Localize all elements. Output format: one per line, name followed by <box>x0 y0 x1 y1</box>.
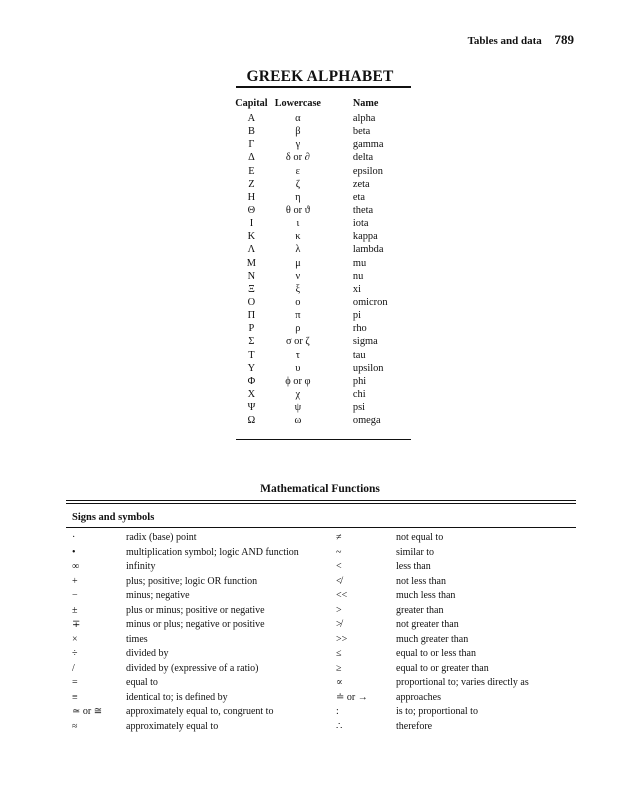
greek-letter-row <box>232 362 412 375</box>
lowercase-letter: σ or ζ <box>285 336 310 348</box>
lowercase-letter: δ or ∂ <box>285 152 310 164</box>
lowercase-letter: θ or ϑ <box>285 204 310 216</box>
lowercase-letter: ο <box>295 296 301 308</box>
symbol-left-meaning: approximately equal to <box>126 720 219 732</box>
symbol-row <box>66 560 576 575</box>
capital-letter: Ι <box>249 218 254 230</box>
symbol-row <box>66 618 576 633</box>
capital-letter: Χ <box>247 388 256 400</box>
lowercase-letter: τ <box>295 349 300 361</box>
lowercase-letter: ε <box>295 165 301 177</box>
letter-name: chi <box>352 388 366 400</box>
lowercase-letter: χ <box>295 388 301 400</box>
symbol-right-meaning: equal to or less than <box>396 648 476 659</box>
symbol-left: · <box>72 532 76 543</box>
capital-letter: Θ <box>247 204 256 216</box>
greek-table-bottom-rule <box>236 439 411 440</box>
letter-name: alpha <box>352 113 376 124</box>
symbol-left-meaning: infinity <box>126 561 156 572</box>
symbol-left-meaning: multiplication symbol; logic AND function <box>126 546 299 558</box>
symbol-left-meaning: times <box>126 633 148 645</box>
lowercase-letter: μ <box>295 257 301 269</box>
lowercase-letter: υ <box>295 362 301 374</box>
symbol-left: ∞ <box>72 561 80 572</box>
symbol-left: ≈ <box>72 720 78 732</box>
symbol-right: < <box>336 561 342 572</box>
running-head-section: Tables and data <box>467 35 542 47</box>
symbol-row <box>66 604 576 619</box>
running-head <box>468 32 574 48</box>
greek-letter-row <box>232 217 412 230</box>
symbol-left-meaning: minus or plus; negative or positive <box>126 619 265 630</box>
capital-letter: Δ <box>248 152 255 164</box>
lowercase-letter: ζ <box>295 178 301 190</box>
capital-letter: Α <box>247 113 256 124</box>
greek-letter-row <box>232 414 412 427</box>
symbol-left-meaning: divided by (expressive of a ratio) <box>126 662 259 674</box>
symbol-row <box>66 531 576 546</box>
symbol-left: = <box>72 677 78 688</box>
greek-letter-row <box>232 138 412 151</box>
greek-table-body <box>232 112 412 427</box>
letter-name: nu <box>352 270 364 282</box>
letter-name: sigma <box>352 336 378 348</box>
symbol-row <box>66 676 576 691</box>
symbol-right: ≮ <box>336 575 342 587</box>
lowercase-letter: ϕ or φ <box>285 375 311 387</box>
letter-name: mu <box>352 257 367 269</box>
symbol-row <box>66 691 576 706</box>
letter-name: upsilon <box>352 362 384 374</box>
symbol-right: ≤ <box>336 648 342 659</box>
symbol-left-meaning: minus; negative <box>126 590 190 601</box>
symbol-row <box>66 705 576 720</box>
symbol-left: / <box>72 662 75 674</box>
greek-alphabet-table <box>232 98 412 427</box>
greek-letter-row <box>232 270 412 283</box>
greek-title-rule <box>236 86 411 88</box>
math-title-rule-lower <box>66 503 576 504</box>
capital-letter: Ρ <box>248 323 255 335</box>
symbol-left: × <box>72 633 78 645</box>
symbol-right: >> <box>336 633 348 645</box>
lowercase-letter: α <box>295 113 301 124</box>
symbol-right: ~ <box>336 546 342 558</box>
math-title-rule-upper <box>66 500 576 501</box>
symbol-left-meaning: identical to; is defined by <box>126 691 228 703</box>
symbol-right: ∴ <box>336 720 343 732</box>
symbol-left-meaning: plus; positive; logic OR function <box>126 575 258 587</box>
capital-letter: Π <box>247 310 256 322</box>
letter-name: tau <box>352 349 366 361</box>
greek-letter-row <box>232 335 412 348</box>
symbol-right: ∝ <box>336 677 343 688</box>
letter-name: lambda <box>352 244 384 256</box>
capital-letter: Υ <box>247 362 256 374</box>
letter-name: rho <box>352 323 367 335</box>
symbol-right: ≯ <box>336 619 342 630</box>
greek-letter-row <box>232 165 412 178</box>
capital-letter: Σ <box>248 336 255 348</box>
greek-letter-row <box>232 283 412 296</box>
symbol-row <box>66 633 576 648</box>
letter-name: beta <box>352 126 371 138</box>
letter-name: psi <box>352 402 366 414</box>
header-name: Name <box>352 98 379 109</box>
letter-name: eta <box>352 191 366 203</box>
lowercase-letter: η <box>295 191 301 203</box>
greek-letter-row <box>232 125 412 138</box>
symbol-right: > <box>336 604 342 616</box>
capital-letter: Ζ <box>248 178 255 190</box>
symbol-left: + <box>72 575 78 587</box>
capital-letter: Η <box>247 191 256 203</box>
capital-letter: Ω <box>247 415 256 427</box>
letter-name: gamma <box>352 139 384 151</box>
lowercase-letter: κ <box>295 231 301 243</box>
header-capital: Capital <box>235 98 268 109</box>
lowercase-letter: ι <box>296 218 300 230</box>
symbol-left: • <box>72 546 76 558</box>
signs-heading-rule <box>66 527 576 528</box>
greek-letter-row <box>232 112 412 125</box>
greek-table-header <box>232 98 412 112</box>
symbol-row <box>66 589 576 604</box>
greek-letter-row <box>232 322 412 335</box>
letter-name: phi <box>352 375 367 387</box>
lowercase-letter: λ <box>295 244 301 256</box>
symbol-right-meaning: is to; proportional to <box>396 706 478 717</box>
greek-alphabet-title: GREEK ALPHABET <box>246 68 394 85</box>
symbol-right-meaning: similar to <box>396 546 435 558</box>
symbol-row <box>66 662 576 677</box>
symbol-left: ≃ or ≅ <box>72 706 103 717</box>
symbol-row <box>66 546 576 561</box>
symbol-right-meaning: not less than <box>396 575 446 587</box>
capital-letter: Ξ <box>248 283 255 295</box>
greek-letter-row <box>232 309 412 322</box>
symbol-left-meaning: plus or minus; positive or negative <box>126 604 265 616</box>
symbol-right: ≠ <box>336 532 342 543</box>
capital-letter: Λ <box>247 244 256 256</box>
symbol-row <box>66 575 576 590</box>
greek-letter-row <box>232 296 412 309</box>
capital-letter: Γ <box>248 139 255 151</box>
greek-letter-row <box>232 349 412 362</box>
symbol-right-meaning: not greater than <box>396 619 459 630</box>
symbol-right-meaning: less than <box>396 561 431 572</box>
capital-letter: Ο <box>247 296 256 308</box>
symbol-right: ≐ or → <box>336 691 368 703</box>
symbol-right-meaning: much less than <box>396 590 456 601</box>
capital-letter: Ψ <box>247 402 256 414</box>
lowercase-letter: ρ <box>295 323 301 335</box>
signs-symbols-heading: Signs and symbols <box>72 512 155 523</box>
symbol-right-meaning: proportional to; varies directly as <box>396 677 529 688</box>
greek-letter-row <box>232 375 412 388</box>
lowercase-letter: ν <box>295 270 301 282</box>
lowercase-letter: β <box>295 126 301 138</box>
symbol-left: − <box>72 590 78 601</box>
capital-letter: Ν <box>247 270 256 282</box>
symbol-right: ≥ <box>336 662 342 674</box>
symbol-left-meaning: equal to <box>126 677 158 688</box>
symbol-left: ≡ <box>72 691 78 703</box>
symbol-left-meaning: divided by <box>126 648 169 659</box>
symbol-left-meaning: radix (base) point <box>126 532 197 543</box>
greek-letter-row <box>232 151 412 164</box>
letter-name: iota <box>352 218 369 230</box>
math-functions-title: Mathematical Functions <box>260 483 380 495</box>
letter-name: pi <box>352 310 361 322</box>
letter-name: delta <box>352 152 374 164</box>
letter-name: zeta <box>352 178 370 190</box>
symbol-left-meaning: approximately equal to, congruent to <box>126 706 274 717</box>
symbol-right-meaning: approaches <box>396 691 441 703</box>
symbol-right: << <box>336 590 348 601</box>
greek-letter-row <box>232 257 412 270</box>
letter-name: kappa <box>352 231 378 243</box>
symbol-left: ÷ <box>72 648 78 659</box>
symbol-right-meaning: greater than <box>396 604 444 616</box>
letter-name: epsilon <box>352 165 383 177</box>
capital-letter: Φ <box>247 375 256 387</box>
lowercase-letter: ξ <box>295 283 301 295</box>
letter-name: theta <box>352 204 374 216</box>
lowercase-letter: γ <box>295 139 301 151</box>
greek-letter-row <box>232 230 412 243</box>
symbol-right-meaning: not equal to <box>396 532 444 543</box>
greek-letter-row <box>232 388 412 401</box>
greek-letter-row <box>232 191 412 204</box>
greek-letter-row <box>232 178 412 191</box>
symbol-left: ∓ <box>72 619 81 630</box>
symbol-right-meaning: equal to or greater than <box>396 662 489 674</box>
greek-letter-row <box>232 243 412 256</box>
greek-letter-row <box>232 204 412 217</box>
lowercase-letter: ω <box>294 415 302 427</box>
capital-letter: Τ <box>248 349 255 361</box>
symbol-right-meaning: much greater than <box>396 633 469 645</box>
symbol-left: ± <box>72 604 78 616</box>
letter-name: omega <box>352 415 381 427</box>
symbol-row <box>66 720 576 735</box>
signs-symbols-table <box>66 531 576 734</box>
page-number: 789 <box>554 32 574 47</box>
lowercase-letter: π <box>295 310 301 322</box>
capital-letter: Β <box>247 126 255 138</box>
symbol-row <box>66 647 576 662</box>
header-lowercase: Lowercase <box>274 98 321 109</box>
capital-letter: Μ <box>246 257 257 269</box>
capital-letter: Ε <box>248 165 255 177</box>
letter-name: omicron <box>352 296 388 308</box>
letter-name: xi <box>352 283 361 295</box>
capital-letter: Κ <box>247 231 256 243</box>
greek-letter-row <box>232 401 412 414</box>
symbol-right-meaning: therefore <box>396 720 433 732</box>
lowercase-letter: ψ <box>294 402 302 414</box>
symbol-right: : <box>336 706 339 717</box>
